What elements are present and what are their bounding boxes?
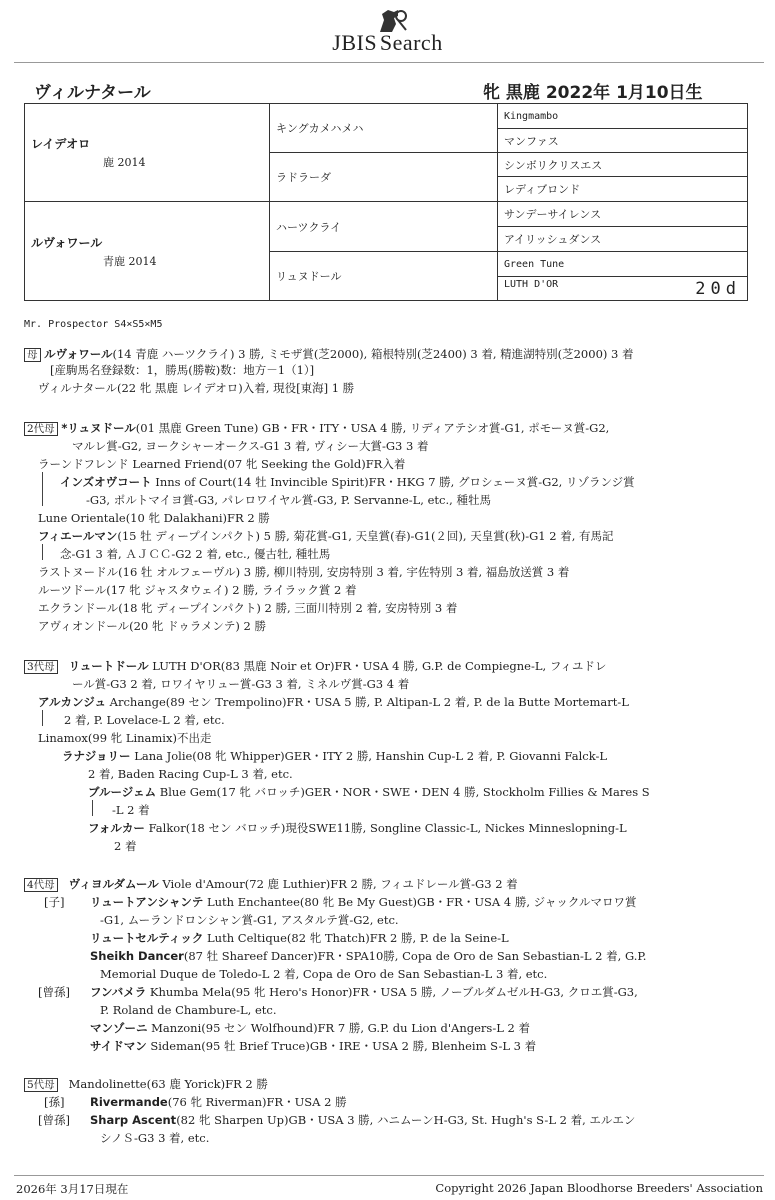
s4-line3: -G1, ムーランドロンシャン賞-G1, アスタルテ賞-G2, etc. xyxy=(100,913,399,927)
s3-line6: ラナジョリー Lana Jolie(08 牝 Whipper)GER・ITY 2 勝, Hanshin Cup-L 2 着, P. Giovanni Falck-L xyxy=(62,749,607,763)
horse-info: 牝 黒鹿 2022年 1月10日生 xyxy=(483,83,703,103)
s4-line9: マンゾーニ Manzoni(95 セン Wolfhound)FR 7 勝, G.P. du Lion d'Angers-L 2 着 xyxy=(90,1021,530,1035)
footer-divider xyxy=(14,1175,764,1176)
s4-line5: Sheikh Dancer(87 牡 Shareef Dancer)FR・SPA10勝, Copa de Oro de San Sebastian-L 2 着, G.P. xyxy=(90,949,647,963)
s4-line4: リュートセルティック Luth Celtique(82 牝 Thatch)FR 2 勝, P. de la Seine-L xyxy=(90,931,509,945)
header-divider xyxy=(14,62,764,63)
s4-line7: フンバメラ Khumba Mela(95 牝 Hero's Honor)FR・USA 5 勝, ノーブルダムゼルH-G3, クロエ賞-G3, xyxy=(90,985,638,999)
sds[interactable]: シンボリクリスエス xyxy=(498,153,748,177)
s2-line1: 2代母 *リュヌドール(01 黒鹿 Green Tune) GB・FR・ITY・USA 4 勝, リディアテシオ賞-G1, ポモーヌ賞-G2, xyxy=(24,420,609,436)
s2-line4: インズオヴコート Inns of Court(14 牡 Invincible Spirit)FR・HKG 7 勝, グロシェーヌ賞-G2, リゾランジ賞 xyxy=(60,475,635,489)
s1-line3: ヴィルナタール(22 牝 黒鹿 レイデオロ)入着, 現役[東海] 1 勝 xyxy=(38,381,355,395)
sss[interactable]: Kingmambo xyxy=(498,104,748,129)
s3-line5: Linamox(99 牝 Linamix)不出走 xyxy=(38,731,212,745)
sire-name[interactable]: レイデオロ xyxy=(31,137,91,151)
s5-line3: Sharp Ascent(82 牝 Sharpen Up)GB・USA 3 勝, ハニムーンH-G3, St. Hugh's S-L 2 着, エルエン xyxy=(90,1113,636,1127)
pedigree-table xyxy=(24,103,748,301)
s2-line3: ラーンドフレンド Learned Friend(07 牝 Seeking the Gold)FR入着 xyxy=(38,457,406,471)
s3-line4: 2 着, P. Lovelace-L 2 着, etc. xyxy=(64,713,225,727)
s5-line1: 5代母 Mandolinette(63 鹿 Yorick)FR 2 勝 xyxy=(24,1076,268,1092)
dam-cell xyxy=(25,202,270,301)
family-code: 20d xyxy=(695,278,741,299)
horse-name: ヴィルナタール xyxy=(34,83,151,103)
dsd[interactable]: アイリッシュダンス xyxy=(498,227,748,252)
s4-k1: [子] xyxy=(44,895,65,909)
s3-line9: -L 2 着 xyxy=(112,803,150,817)
s3-tag: 3代母 xyxy=(24,660,58,674)
s2-line6: Lune Orientale(10 牝 Dalakhani)FR 2 勝 xyxy=(38,511,270,525)
ssd[interactable]: マンファス xyxy=(498,129,748,153)
jbis-logo[interactable] xyxy=(0,8,775,58)
dam-name[interactable]: ルヴォワール xyxy=(31,235,103,250)
s5-tag: 5代母 xyxy=(24,1078,58,1092)
inbreeding: Mr. Prospector S4×S5×M5 xyxy=(24,319,163,330)
s2-line9: ラストヌードル(16 牡 オルフェーヴル) 3 勝, 柳川特別, 安房特別 3 着, 宇佐特別 3 着, 福島放送賞 3 着 xyxy=(38,565,570,579)
s4-line8: P. Roland de Chambure-L, etc. xyxy=(100,1003,277,1017)
s2-bar xyxy=(42,472,43,506)
s3-bar xyxy=(42,710,43,726)
s3-line8: ブルージェム Blue Gem(17 牝 バロッチ)GER・NOR・SWE・DEN 4 勝, Stockholm Fillies & Mares S xyxy=(88,785,650,799)
s5-line2: Rivermande(76 牝 Riverman)FR・USA 2 勝 xyxy=(90,1095,347,1109)
s2-line10: ルーツドール(17 牝 ジャスタウェイ) 2 勝, ライラック賞 2 着 xyxy=(38,583,357,597)
sdd[interactable]: レディブロンド xyxy=(498,177,748,202)
s2-line7: フィエールマン(15 牡 ディープインパクト) 5 勝, 菊花賞-G1, 天皇賞(春)-G1(２回), 天皇賞(秋)-G1 2 着, 有馬記 xyxy=(38,529,614,543)
footer-date: 2026年 3月17日現在 xyxy=(16,1182,129,1196)
s2-line5: -G3, ポルトマイヨ賞-G3, パレロワイヤル賞-G3, P. Servanne-L, etc., 種牡馬 xyxy=(86,493,491,507)
s2-tag: 2代母 xyxy=(24,422,58,436)
dam-sub: 青鹿 2014 xyxy=(103,254,157,268)
s2-line8: 念-G1 3 着, ＡＪＣＣ-G2 2 着, etc., 優古牡, 種牡馬 xyxy=(60,547,331,561)
dss[interactable]: サンデーサイレンス xyxy=(498,202,748,227)
s4-k2: [曾孫] xyxy=(38,985,70,999)
s4-line1: 4代母 ヴィヨルダムール Viole d'Amour(72 鹿 Luthier)FR 2 勝, フィユドレール賞-G3 2 着 xyxy=(24,876,518,892)
footer-copyright: Copyright 2026 Japan Bloodhorse Breeders' Association xyxy=(435,1181,763,1195)
s3-line11: 2 着 xyxy=(114,839,137,853)
sire-cell xyxy=(25,104,270,202)
dam-dam[interactable]: リュヌドール xyxy=(270,252,498,301)
s5-line4: シノＳ-G3 3 着, etc. xyxy=(100,1131,210,1145)
dds[interactable]: Green Tune xyxy=(498,252,748,277)
s4-tag: 4代母 xyxy=(24,878,58,892)
s2-line11: エクランドール(18 牝 ディープインパクト) 2 勝, 三面川特別 2 着, 安房特別 3 着 xyxy=(38,601,458,615)
s3-line3: アルカンジュ Archange(89 セン Trempolino)FR・USA 5 勝, P. Altipan-L 2 着, P. de la Butte Mortemart-L xyxy=(38,695,629,709)
s3-line10: フォルカー Falkor(18 セン バロッチ)現役SWE11勝, Songline Classic-L, Nickes Minneslopning-L xyxy=(88,821,627,835)
ddd[interactable]: LUTH D'OR 20d xyxy=(498,277,748,301)
s5-k2: [曾孫] xyxy=(38,1113,70,1127)
s2-line12: アヴィオンドール(20 牝 ドゥラメンテ) 2 勝 xyxy=(38,619,266,633)
s4-line10: サイドマン Sideman(95 牡 Brief Truce)GB・IRE・USA 2 勝, Blenheim S-L 3 着 xyxy=(90,1039,537,1053)
sire-sub: 鹿 2014 xyxy=(103,156,146,169)
s2-bar2 xyxy=(42,544,43,560)
s2-line2: マルレ賞-G2, ヨークシャーオークス-G1 3 着, ヴィシー大賞-G3 3 着 xyxy=(72,439,429,453)
logo-text: JBIS Search xyxy=(332,30,443,55)
s3-line2: ール賞-G3 2 着, ロワイヤリュー賞-G3 3 着, ミネルヴ賞-G3 4 着 xyxy=(72,677,410,691)
s1-line1: 母 ルヴォワール(14 青鹿 ハーツクライ) 3 勝, ミモザ賞(芝2000), 箱根特別(芝2400) 3 着, 精進湖特別(芝2000) 3 着 xyxy=(24,346,634,362)
s1-line2: [産駒馬名登録数：1，勝馬(勝鞍)数：地方－1（1）] xyxy=(50,363,315,377)
s1-tag: 母 xyxy=(24,348,41,362)
s3-line7: 2 着, Baden Racing Cup-L 3 着, etc. xyxy=(88,767,293,781)
s3-bar2 xyxy=(92,800,93,816)
s4-line6: Memorial Duque de Toledo-L 2 着, Copa de Oro de San Sebastian-L 3 着, etc. xyxy=(100,967,548,981)
dam-sire[interactable]: ハーツクライ xyxy=(270,202,498,252)
s3-line1: 3代母 リュートドール LUTH D'OR(83 黒鹿 Noir et Or)FR・USA 4 勝, G.P. de Compiegne-L, フィユドレ xyxy=(24,658,606,674)
s5-k1: [孫] xyxy=(44,1095,65,1109)
sire-sire[interactable]: キングカメハメハ xyxy=(270,104,498,153)
s4-line2: リュートアンシャンテ Luth Enchantee(80 牝 Be My Guest)GB・FR・USA 4 勝, ジャックルマロワ賞 xyxy=(90,895,637,909)
sire-dam[interactable]: ラドラーダ xyxy=(270,153,498,202)
